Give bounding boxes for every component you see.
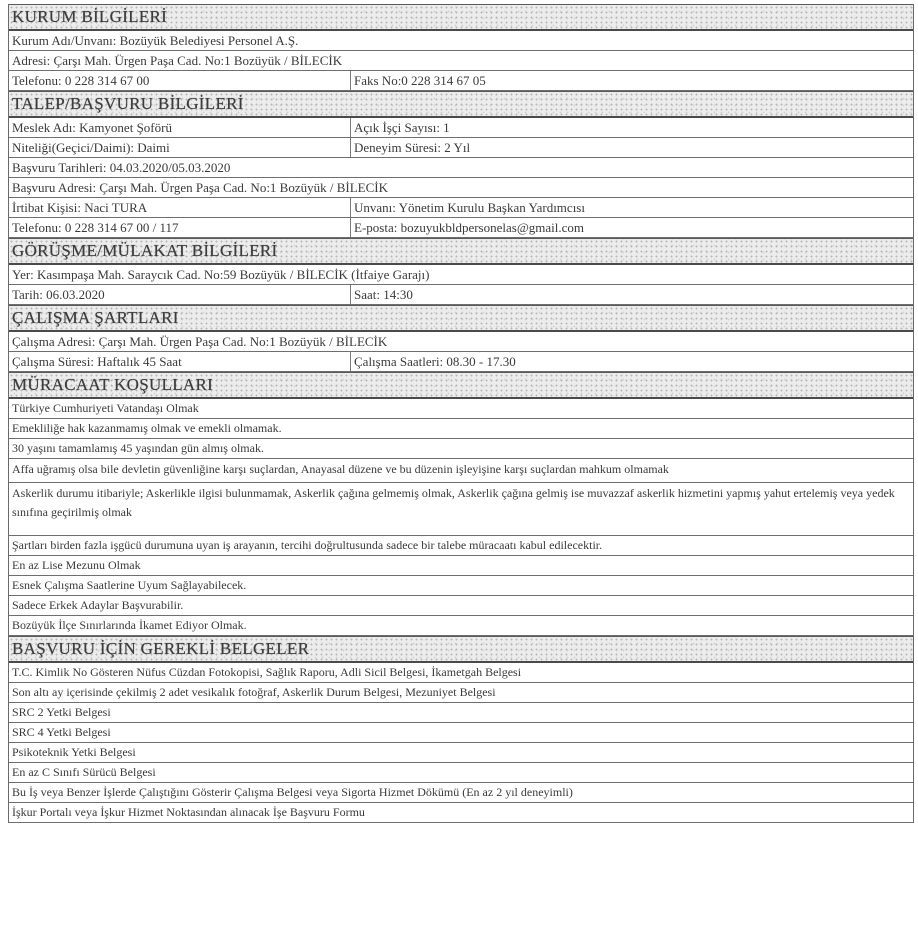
belge-item [9, 683, 913, 703]
row-kurum-adi [9, 31, 913, 51]
belge-item [9, 743, 913, 763]
row-gorusme-zaman [9, 285, 913, 305]
row-calisma-sure [9, 352, 913, 372]
belge-text: SRC 4 Yetki Belgesi [12, 725, 111, 739]
calisma-adresi: Çalışma Adresi: Çarşı Mah. Ürgen Paşa Cad. No:1 Bozüyük / BİLECİK [12, 334, 388, 349]
kosul-text: Şartları birden fazla işgücü durumuna uyan iş arayanın, tercihi doğrultusunda sadece bir talebe müracaatı kabul edilecektir. [12, 538, 603, 552]
belge-text: Bu İş veya Benzer İşlerde Çalıştığını Gösterir Çalışma Belgesi veya Sigorta Hizmet Dökümü (En az 2 yıl deneyimli) [12, 785, 573, 799]
kosul-text: Esnek Çalışma Saatlerine Uyum Sağlayabilecek. [12, 578, 247, 592]
gorusme-tarih: Tarih: 06.03.2020 [9, 285, 351, 304]
row-gorusme-yer [9, 265, 913, 285]
kosul-item [9, 419, 913, 439]
basvuru-adresi: Başvuru Adresi: Çarşı Mah. Ürgen Paşa Cad. No:1 Bozüyük / BİLECİK [12, 180, 388, 195]
belge-item [9, 803, 913, 823]
kosul-item [9, 576, 913, 596]
talep-telefon: Telefonu: 0 228 314 67 00 / 117 [9, 218, 351, 237]
belge-text: En az C Sınıfı Sürücü Belgesi [12, 765, 156, 779]
belge-text: Son altı ay içerisinde çekilmiş 2 adet vesikalık fotoğraf, Askerlik Durum Belgesi, Mezuniyet Belgesi [12, 685, 496, 699]
irtibat-kisisi: İrtibat Kişisi: Naci TURA [9, 198, 351, 217]
gorusme-saat: Saat: 14:30 [354, 287, 413, 302]
belge-item [9, 723, 913, 743]
belge-item [9, 663, 913, 683]
job-posting-document [8, 4, 914, 823]
kosul-text: 30 yaşını tamamlamış 45 yaşından gün almış olmak. [12, 441, 264, 455]
kosul-item [9, 439, 913, 459]
irtibat-unvani: Unvanı: Yönetim Kurulu Başkan Yardımcısı [354, 200, 585, 215]
kosul-item [9, 596, 913, 616]
row-talep-meslek [9, 118, 913, 138]
row-talep-iletisim [9, 218, 913, 238]
talep-eposta[interactable]: E-posta: bozuyukbldpersonelas@gmail.com [354, 220, 585, 235]
meslek-adi: Meslek Adı: Kamyonet Şoförü [9, 118, 351, 137]
row-kurum-iletisim [9, 71, 913, 91]
section-header-kosullar: MÜRACAAT KOŞULLARI [9, 372, 913, 399]
row-talep-nitelik [9, 138, 913, 158]
belge-item [9, 703, 913, 723]
row-kurum-adres [9, 51, 913, 71]
calisma-saatleri: Çalışma Saatleri: 08.30 - 17.30 [354, 354, 516, 369]
kurum-telefon: Telefonu: 0 228 314 67 00 [9, 71, 351, 90]
kurum-adres: Adresi: Çarşı Mah. Ürgen Paşa Cad. No:1 Bozüyük / BİLECİK [12, 53, 343, 68]
kosul-item [9, 556, 913, 576]
kosul-item [9, 536, 913, 556]
section-header-belgeler: BAŞVURU İÇİN GEREKLİ BELGELER [9, 636, 913, 663]
kosul-text: Affa uğramış olsa bile devletin güvenliğine karşı suçlardan, Anayasal düzene ve bu düzenin işleyişine karşı suçlardan mahkum olmamak [12, 462, 669, 476]
kurum-adi: Kurum Adı/Unvanı: Bozüyük Belediyesi Personel A.Ş. [12, 33, 299, 48]
row-talep-adres [9, 178, 913, 198]
section-header-calisma: ÇALIŞMA ŞARTLARI [9, 305, 913, 332]
kosul-item [9, 399, 913, 419]
section-header-gorusme: GÖRÜŞME/MÜLAKAT BİLGİLERİ [9, 238, 913, 265]
kosul-text: Emekliliğe hak kazanmamış olmak ve emekli olmamak. [12, 421, 282, 435]
belge-text: İşkur Portalı veya İşkur Hizmet Noktasından alınacak İşe Başvuru Formu [12, 805, 365, 819]
belge-item [9, 783, 913, 803]
belge-text: SRC 2 Yetki Belgesi [12, 705, 111, 719]
belge-text: T.C. Kimlik No Gösteren Nüfus Cüzdan Fotokopisi, Sağlık Raporu, Adli Sicil Belgesi, İkametgah Belgesi [12, 665, 522, 679]
kosul-text: Askerlik durumu itibariyle; Askerlikle ilgisi bulunmamak, Askerlik çağına gelmemiş olmak, Askerlik çağına gelmiş ise muvazzaf askerlik hizmetini yapmış yahut ertelemiş veya yedek sınıfına geçirilmiş olmak [12, 486, 895, 519]
kosul-text: Türkiye Cumhuriyeti Vatandaşı Olmak [12, 401, 199, 415]
row-talep-tarihler [9, 158, 913, 178]
kurum-faks: Faks No:0 228 314 67 05 [354, 73, 486, 88]
belge-text: Psikoteknik Yetki Belgesi [12, 745, 136, 759]
deneyim-suresi: Deneyim Süresi: 2 Yıl [354, 140, 471, 155]
row-calisma-adres [9, 332, 913, 352]
section-header-talep: TALEP/BAŞVURU BİLGİLERİ [9, 91, 913, 118]
kosul-item [9, 459, 913, 483]
kosul-text: Sadece Erkek Adaylar Başvurabilir. [12, 598, 184, 612]
section-header-kurum: KURUM BİLGİLERİ [9, 4, 913, 31]
kosul-text: Bozüyük İlçe Sınırlarında İkamet Ediyor Olmak. [12, 618, 247, 632]
kosul-item [9, 616, 913, 636]
calisma-suresi: Çalışma Süresi: Haftalık 45 Saat [9, 352, 351, 371]
acik-isci-sayisi: Açık İşçi Sayısı: 1 [354, 120, 450, 135]
belge-item [9, 763, 913, 783]
gorusme-yer: Yer: Kasımpaşa Mah. Saraycık Cad. No:59 Bozüyük / BİLECİK (İtfaiye Garajı) [12, 267, 430, 282]
kosul-item [9, 483, 913, 536]
row-talep-irtibat [9, 198, 913, 218]
basvuru-tarihleri: Başvuru Tarihleri: 04.03.2020/05.03.2020 [12, 160, 231, 175]
nitelik: Niteliği(Geçici/Daimi): Daimi [9, 138, 351, 157]
kosul-text: En az Lise Mezunu Olmak [12, 558, 141, 572]
